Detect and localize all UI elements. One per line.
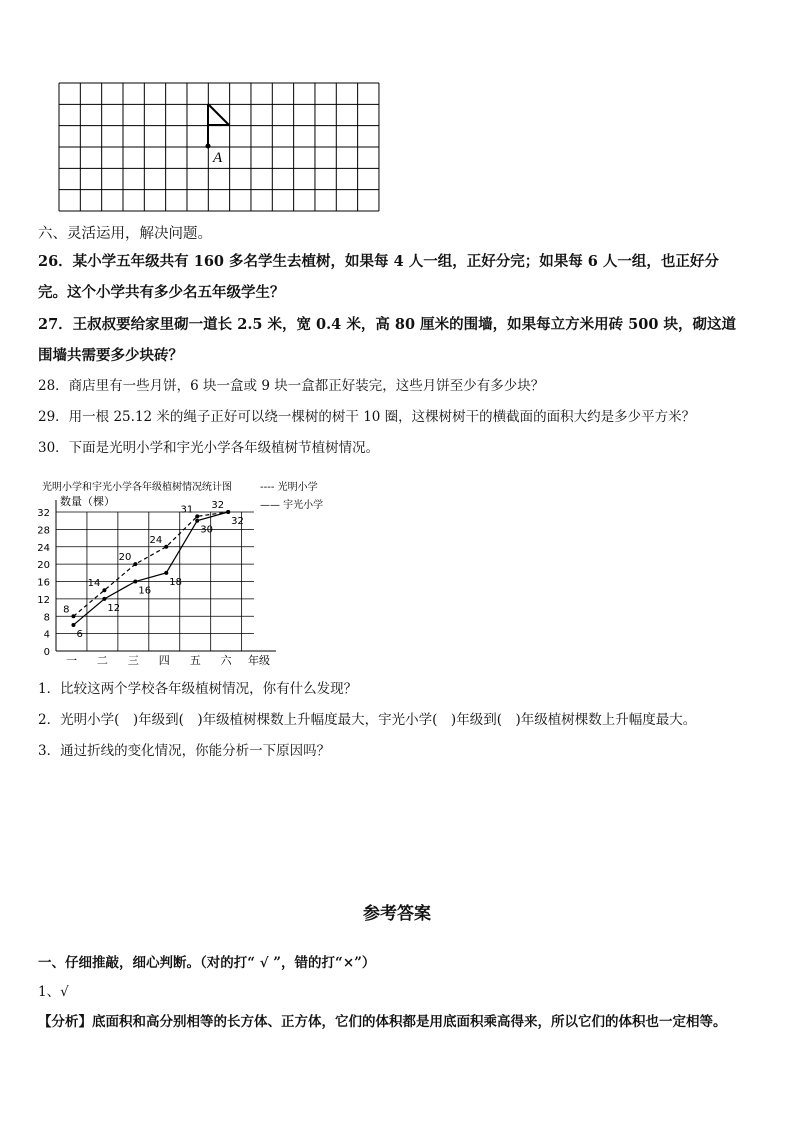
chart-y-tick-label: 24 xyxy=(37,542,50,554)
series-data-label: 12 xyxy=(107,602,121,614)
series-point xyxy=(133,562,137,566)
chart-y-tick-label: 32 xyxy=(37,508,50,519)
chart-y-tick-label: 4 xyxy=(43,629,50,641)
answer-1: 1、√ xyxy=(38,984,69,1000)
chart-title: 光明小学和宇光小学各年级植树情况统计图 xyxy=(42,482,232,493)
series-data-label: 24 xyxy=(149,534,163,546)
chart-y-tick-label: 28 xyxy=(37,525,50,537)
question-26-line1: 26．某小学五年级共有 160 多名学生去植树，如果每 4 人一组，正好分完；如果每 6 人一组，也正好分 xyxy=(38,253,719,270)
line-chart xyxy=(30,478,330,673)
sub-question-2: 2．光明小学( )年级到( )年级植树棵数上升幅度最大，宇光小学( )年级到( )年级植树棵数上升幅度最大。 xyxy=(38,712,697,728)
chart-y-tick-label: 16 xyxy=(37,577,50,589)
question-27-line1: 27．王叔叔要给家里砌一道长 2.5 米，宽 0.4 米，高 80 厘米的围墙，如果每立方米用砖 500 块，砌这道 xyxy=(38,316,736,333)
series-point xyxy=(195,519,199,523)
chart-x-ticks xyxy=(66,654,233,667)
series-data-label: 20 xyxy=(118,552,132,564)
chart-y-ticks xyxy=(37,508,50,658)
series-point xyxy=(102,588,106,592)
legend-guangming: ---- 光明小学 xyxy=(260,482,318,493)
point-a-label: A xyxy=(213,150,223,166)
series-point xyxy=(164,571,168,575)
series-point xyxy=(71,614,75,618)
grid-lines xyxy=(59,83,379,211)
series-data-label: 8 xyxy=(63,604,70,616)
series-data-label: 31 xyxy=(180,504,194,516)
chart-x-tick-label: 四 xyxy=(158,654,170,667)
chart-ylabel: 数量（棵） xyxy=(60,495,115,508)
chart-y-tick-label: 20 xyxy=(37,560,50,572)
question-30: 30．下面是光明小学和宇光小学各年级植树节植树情况。 xyxy=(38,440,380,456)
sub-question-3: 3．通过折线的变化情况，你能分析一下原因吗？ xyxy=(38,743,331,759)
chart-xlabel: 年级 xyxy=(248,654,270,667)
chart-series xyxy=(63,500,244,640)
question-27-line2: 围墙共需要多少块砖？ xyxy=(38,347,183,364)
chart-x-tick-label: 二 xyxy=(96,654,108,667)
series-data-label: 32 xyxy=(231,516,244,527)
series-point xyxy=(164,545,168,549)
chart-x-tick-label: 一 xyxy=(65,654,77,667)
answer-title: 参考答案 xyxy=(363,904,431,924)
series-data-label: 16 xyxy=(138,585,152,597)
series-data-label: 32 xyxy=(211,500,225,511)
chart-x-tick-label: 五 xyxy=(189,654,201,667)
question-29: 29．用一根 25.12 米的绳子正好可以绕一棵树的树干 10 圈，这棵树树干的横截面的面积大约是多少平方米？ xyxy=(38,409,696,425)
series-point xyxy=(133,580,137,584)
series-point xyxy=(195,514,199,518)
sub-question-1: 1．比较这两个学校各年级植树情况，你有什么发现？ xyxy=(38,681,358,697)
grid-figure xyxy=(58,82,382,214)
chart-x-tick-label: 六 xyxy=(220,654,232,667)
series-point xyxy=(102,597,106,601)
chart-y-tick-label: 0 xyxy=(43,647,50,658)
analysis-text: 【分析】底面积和高分别相等的长方体、正方体，它们的体积都是用底面积乘高得来，所以它们的体积也一定相等。 xyxy=(38,1014,727,1030)
section-6-heading: 六、灵活运用，解决问题。 xyxy=(38,226,212,242)
series-data-label: 6 xyxy=(76,628,83,640)
legend-yuguang: —— 宇光小学 xyxy=(260,500,324,511)
series-point xyxy=(71,623,75,627)
series-data-label: 14 xyxy=(87,578,101,590)
question-26-line2: 完。这个小学共有多少名五年级学生？ xyxy=(38,284,285,301)
chart-x-tick-label: 三 xyxy=(127,654,139,667)
chart-y-tick-label: 12 xyxy=(37,594,50,606)
series-data-label: 18 xyxy=(169,576,183,588)
series-point xyxy=(226,510,230,514)
series-data-label: 30 xyxy=(200,524,213,536)
question-28: 28．商店里有一些月饼，6 块一盒或 9 块一盒都正好装完，这些月饼至少有多少块？ xyxy=(38,378,545,394)
figure-diagonal-segment xyxy=(208,104,229,125)
section-1-heading: 一、仔细推敲，细心判断。（对的打“ √ ”，错的打“×”） xyxy=(38,955,376,971)
point-a-dot xyxy=(206,144,211,149)
chart-y-tick-label: 8 xyxy=(43,612,50,624)
